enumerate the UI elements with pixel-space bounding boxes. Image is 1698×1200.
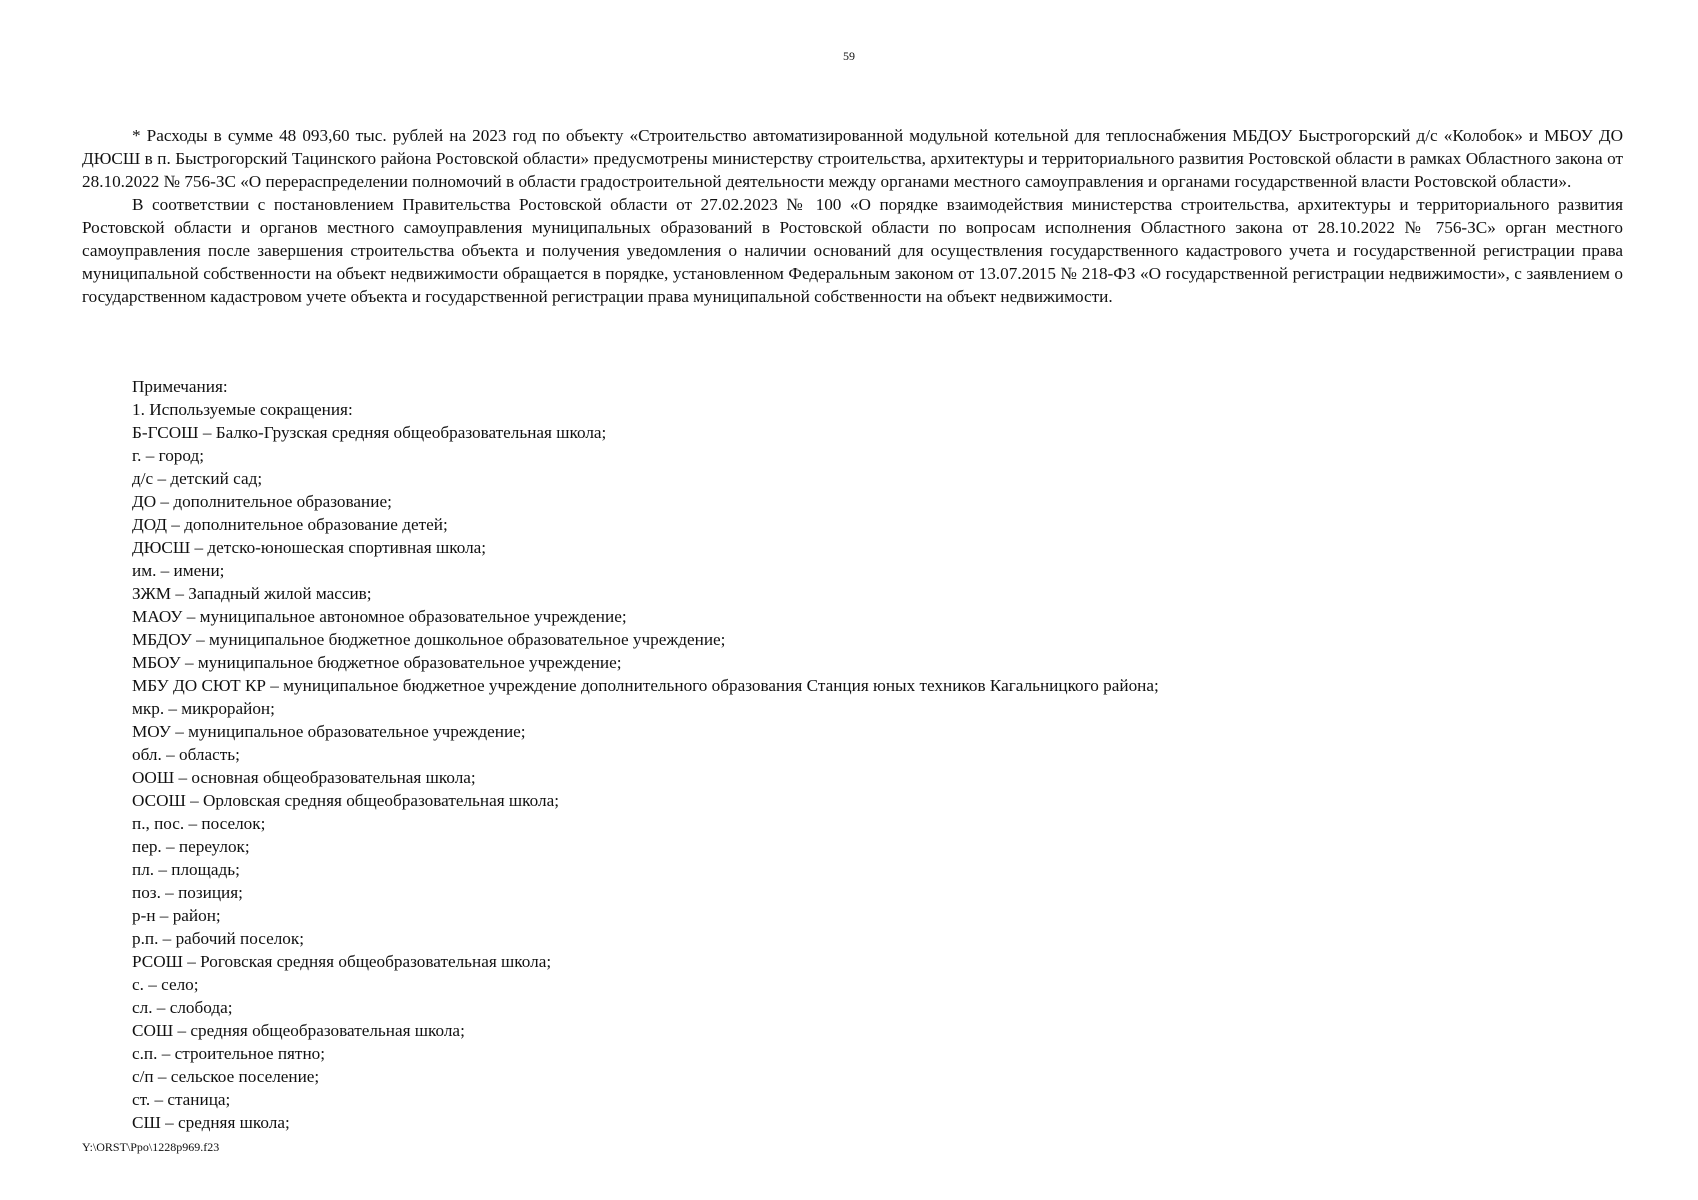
expense-footnote-paragraph: * Расходы в сумме 48 093,60 тыс. рублей на 2023 год по объекту «Строительство автоматизированной модульной котельной для теплоснабжения МБДОУ Быстрогорский д/с «Колобок» и МБОУ ДО ДЮСШ в п. Быстрогорский Тацинского района Ростовской области» предусмотрены министерству строительства, архитектуры и территориального развития Ростовской области в рамках Областного закона от 28.10.2022 № 756-ЗС «О перераспределении полномочий в области градостроительной деятельности между органами местного самоуправления и органами государственной власти Ростовской области». [82,126,1623,191]
notes-section [132,375,1622,1134]
list-item: р.п. – рабочий поселок; [132,929,305,948]
abbreviations-list [132,421,1622,1134]
list-item: им. – имени; [132,561,225,580]
list-item: МАОУ – муниципальное автономное образовательное учреждение; [132,607,627,626]
abbreviations-heading: 1. Используемые сокращения: [132,400,353,419]
list-item: Б-ГСОШ – Балко-Грузская средняя общеобразовательная школа; [132,423,607,442]
list-item: ООШ – основная общеобразовательная школа; [132,768,476,787]
page-number: 59 [843,49,855,63]
list-item: с/п – сельское поселение; [132,1067,320,1086]
list-item: ст. – станица; [132,1090,231,1109]
main-text [82,124,1623,308]
list-item: с.п. – строительное пятно; [132,1044,326,1063]
list-item: пер. – переулок; [132,837,250,856]
list-item: г. – город; [132,446,205,465]
list-item: с. – село; [132,975,199,994]
file-path-footer: Y:\ORST\Ppo\1228p969.f23 [82,1140,220,1154]
list-item: МБДОУ – муниципальное бюджетное дошкольное образовательное учреждение; [132,630,726,649]
list-item: пл. – площадь; [132,860,240,879]
list-item: СОШ – средняя общеобразовательная школа; [132,1021,465,1040]
list-item: сл. – слобода; [132,998,233,1017]
list-item: поз. – позиция; [132,883,243,902]
list-item: МОУ – муниципальное образовательное учреждение; [132,722,526,741]
list-item: ЗЖМ – Западный жилой массив; [132,584,372,603]
list-item: ДО – дополнительное образование; [132,492,392,511]
list-item: мкр. – микрорайон; [132,699,275,718]
list-item: п., пос. – поселок; [132,814,266,833]
list-item: обл. – область; [132,745,240,764]
list-item: ДОД – дополнительное образование детей; [132,515,448,534]
list-item: р-н – район; [132,906,221,925]
list-item: ОСОШ – Орловская средняя общеобразовательная школа; [132,791,559,810]
list-item: ДЮСШ – детско-юношеская спортивная школа; [132,538,487,557]
list-item: СШ – средняя школа; [132,1113,290,1132]
registration-paragraph: В соответствии с постановлением Правительства Ростовской области от 27.02.2023 № 100 «О порядке взаимодействия министерства строительства, архитектуры и территориального развития Ростовской области и органов местного самоуправления муниципальных образований в Ростовской области по вопросам исполнения Областного закона от 28.10.2022 № 756-ЗС» орган местного самоуправления после завершения строительства объекта и получения уведомления о наличии оснований для осуществления государственного кадастрового учета и государственной регистрации права муниципальной собственности на объект недвижимости обращается в порядке, установленном Федеральным законом от 13.07.2015 № 218-ФЗ «О государственной регистрации недвижимости», с заявлением о государственном кадастровом учете объекта и государственной регистрации права муниципальной собственности на объект недвижимости. [82,195,1623,306]
list-item: д/с – детский сад; [132,469,263,488]
list-item: МБУ ДО СЮТ КР – муниципальное бюджетное учреждение дополнительного образования Станция юных техников Кагальницкого района; [132,676,1159,695]
notes-heading: Примечания: [132,377,228,396]
list-item: РСОШ – Роговская средняя общеобразовательная школа; [132,952,552,971]
list-item: МБОУ – муниципальное бюджетное образовательное учреждение; [132,653,622,672]
